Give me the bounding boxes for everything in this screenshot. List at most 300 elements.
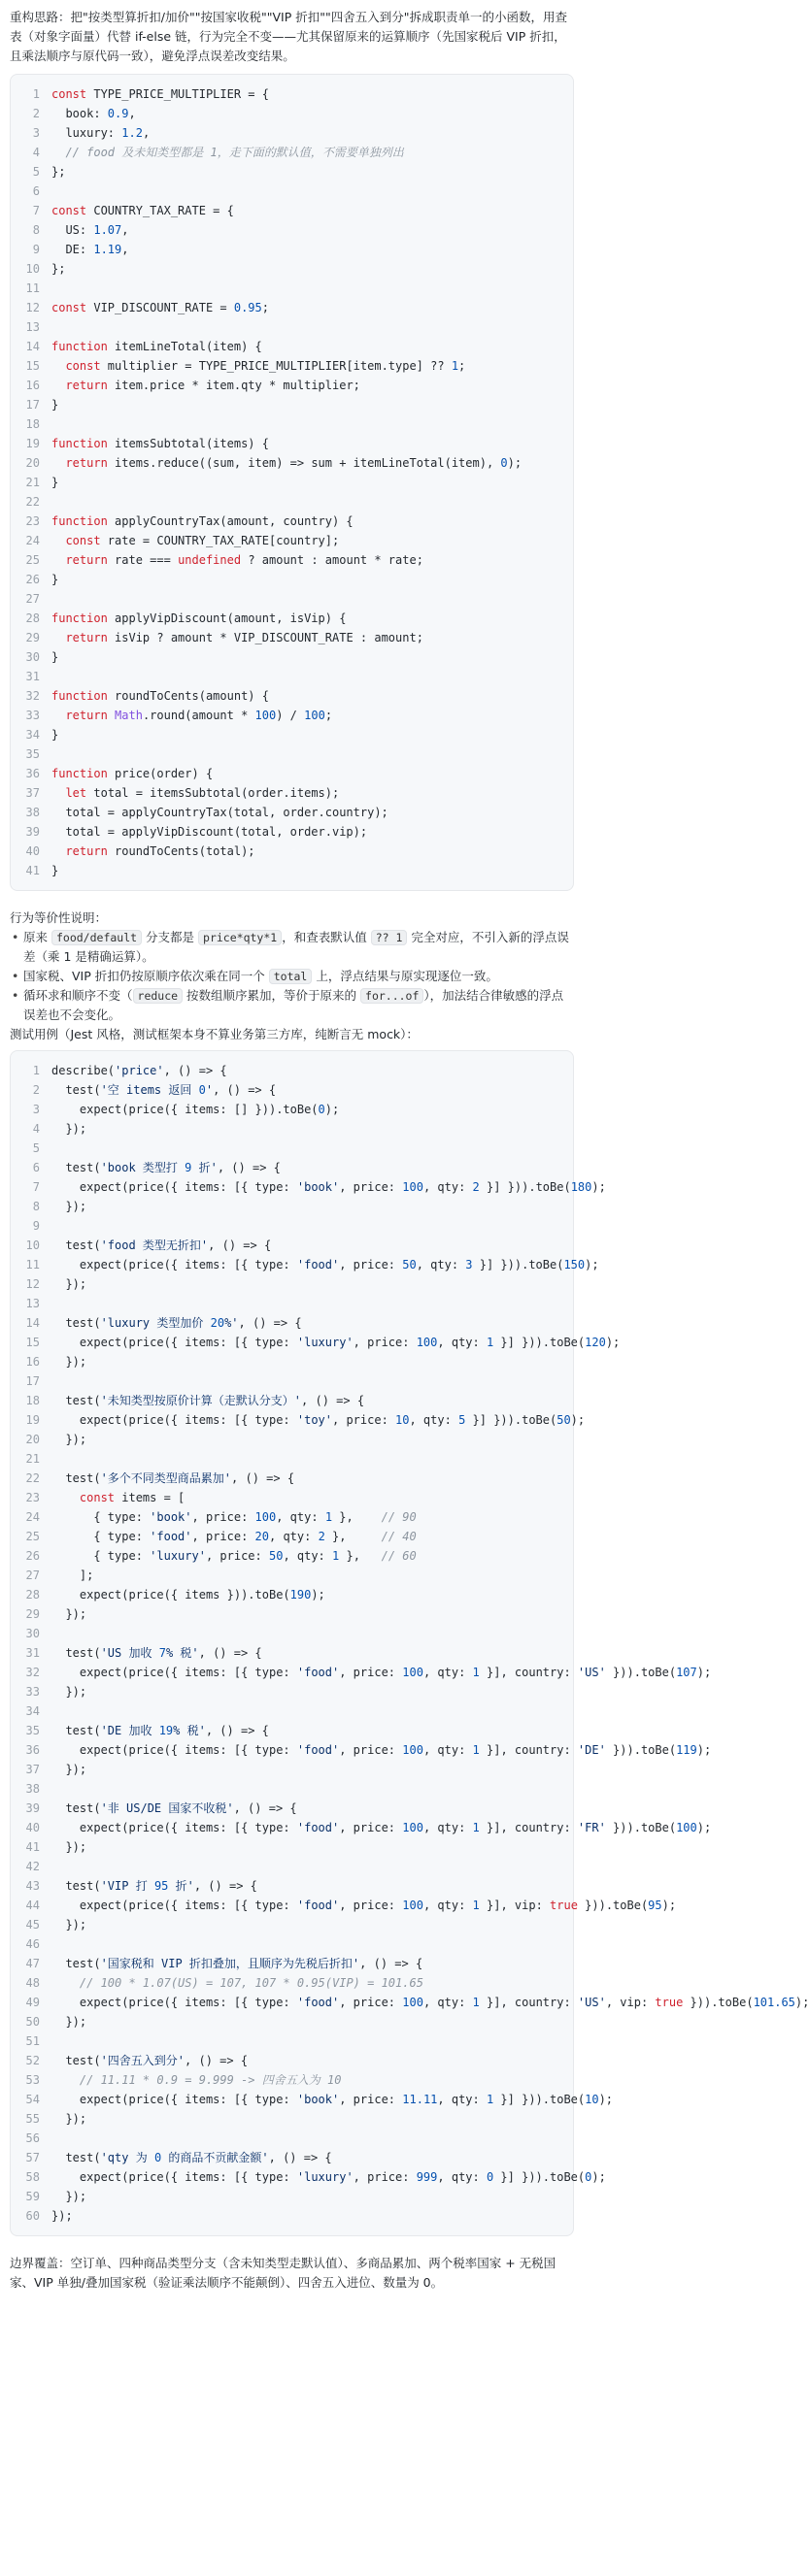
code-text: test('国家税和 VIP 折扣叠加，且顺序为先税后折扣', () => { [51,1957,423,1970]
line-number: 58 [25,2170,40,2184]
code-text: }); [51,2209,73,2223]
code-text: function itemLineTotal(item) { [51,340,262,353]
line-number: 2 [32,107,40,120]
line-number: 25 [25,553,40,567]
line-number: 6 [32,1161,40,1174]
bullet-text: 上，浮点结果与原实现逐位一致。 [312,969,498,983]
code-text: }; [51,165,66,179]
bullet-text: 国家税、VIP 折扣仍按原顺序依次乘在同一个 [23,969,269,983]
code-text: } [51,650,59,664]
code-line [11,1760,573,1779]
line-number: 32 [25,1666,40,1679]
code-line [11,1624,573,1643]
code-text: }); [51,1840,87,1854]
bullet-text: 按数组顺序累加，等价于原来的 [183,988,361,1003]
code-line [11,861,573,880]
line-number: 20 [25,1433,40,1446]
line-number: 56 [25,2131,40,2145]
line-number: 35 [25,747,40,761]
code-text: test('qty 为 0 的商品不贡献金额', () => { [51,2151,332,2164]
code-text: expect(price({ items: [{ type: 'toy', price: 10, qty: 5 }] })).toBe(50); [51,1413,586,1427]
line-number: 22 [25,1471,40,1485]
code-text [51,1449,573,1469]
line-number: 30 [25,650,40,664]
code-text: DE: 1.19, [51,243,129,256]
code-line [11,414,573,434]
code-line [11,1119,573,1139]
code-line [11,1430,573,1449]
code-text: { type: 'food', price: 20, qty: 2 }, // 40 [51,1530,417,1543]
code-line [11,376,573,395]
code-line [11,764,573,783]
code-text: return isVip ? amount * VIP_DISCOUNT_RATE : amount; [65,631,423,644]
line-number: 54 [25,2093,40,2106]
equivalence-heading: 行为等价性说明： [10,910,108,925]
line-number: 5 [32,165,40,179]
line-number: 48 [25,1976,40,1990]
code-line [11,1177,606,1197]
line-number: 41 [25,1840,40,1854]
code-text: { type: 'luxury', price: 50, qty: 1 }, // 60 [51,1549,417,1563]
code-line [11,706,573,725]
code-text: } [51,728,59,742]
line-number: 16 [25,1355,40,1369]
line-number: 46 [25,1937,40,1951]
code-line [11,1915,573,1934]
code-text: expect(price({ items: [{ type: 'book', price: 11.11, qty: 1 }] })).toBe(10); [51,2093,614,2106]
code-line [11,201,573,220]
code-line [11,647,573,667]
line-number: 40 [25,1821,40,1834]
code-line [11,279,573,298]
code-text [51,589,573,609]
code-line [11,356,573,376]
code-text: book: 0.9, [51,107,136,120]
code-line [11,2012,573,2031]
line-number: 53 [25,2073,40,2087]
code-text [51,1779,573,1799]
line-number: 14 [25,340,40,353]
code-text [51,744,573,764]
line-number: 12 [25,301,40,314]
line-number: 47 [25,1957,40,1970]
line-number: 3 [32,126,40,140]
line-number: 9 [32,243,40,256]
code-text: return roundToCents(total); [65,844,255,858]
bullet-text: ），加法结合律敏感的浮点误差也不会变化。 [23,988,564,1022]
line-number: 15 [25,1336,40,1349]
code-line [11,1585,573,1604]
code-text: expect(price({ items: [{ type: 'food', price: 100, qty: 1 }], country: 'US', vip: true })).toBe(101.65); [51,1996,809,2009]
code-text: } [51,864,59,877]
code-line [11,1566,573,1585]
line-number: 21 [25,1452,40,1466]
code-line [11,609,573,628]
code-text: // 11.11 * 0.9 = 9.999 -> 四舍五入为 10 [79,2073,342,2087]
code-line [11,143,573,162]
code-line [11,473,573,492]
code-line [11,512,573,531]
code-line [11,1779,573,1799]
code-line [11,1721,573,1740]
code-line [11,1449,573,1469]
line-number: 55 [25,2112,40,2126]
line-number: 11 [25,1258,40,1271]
bullet-item [12,967,574,986]
line-number: 38 [25,1782,40,1796]
line-number: 26 [25,573,40,586]
code-line [11,1682,573,1701]
code-text: expect(price({ items: [{ type: 'food', price: 100, qty: 1 }], vip: true })).toBe(95); [51,1899,677,1912]
code-line [11,1274,573,1294]
code-line [11,1896,677,1915]
code-line [11,395,573,414]
code-line [11,182,573,201]
code-text: }; [51,262,66,276]
line-number: 6 [32,184,40,198]
line-number: 44 [25,1899,40,1912]
code-line [11,725,573,744]
code-line [11,1507,573,1527]
line-number: 30 [25,1627,40,1640]
code-line [11,1236,573,1255]
code-line [11,434,573,453]
line-number: 40 [25,844,40,858]
code-line [11,783,573,803]
code-line [11,317,573,337]
line-number: 8 [32,223,40,237]
code-line [11,2148,573,2167]
line-number: 10 [25,262,40,276]
code-line [11,1527,573,1546]
code-line [11,2187,573,2206]
code-line [11,162,573,182]
code-line [11,1352,573,1371]
code-text: }); [51,1433,87,1446]
code-text: }); [51,1277,87,1291]
code-text: function applyVipDiscount(amount, isVip) { [51,611,347,625]
line-number: 37 [25,1763,40,1776]
line-number: 7 [32,1180,40,1194]
code-line [11,1197,573,1216]
code-text: }); [51,2190,87,2203]
line-number: 41 [25,864,40,877]
code-line [11,686,573,706]
coverage-paragraph: 边界覆盖：空订单、四种商品类型分支（含未知类型走默认值）、多商品累加、两个税率国家 + 无税国家、VIP 单独/叠加国家税（验证乘法顺序不能颠倒）、四舍五入进位、数量为 0。 [10,2256,556,2290]
line-number: 18 [25,1394,40,1407]
line-number: 39 [25,1801,40,1815]
code-text [51,2031,573,2051]
code-line [11,337,573,356]
code-text: test('多个不同类型商品累加', () => { [51,1471,295,1485]
code-line [11,570,573,589]
code-line [11,842,573,861]
code-line [11,1255,599,1274]
line-number: 57 [25,2151,40,2164]
line-number: 11 [25,281,40,295]
code-text: }); [51,2112,87,2126]
code-line [11,822,573,842]
code-line [11,2109,573,2129]
code-line [11,1488,573,1507]
code-line [11,1100,573,1119]
code-block-tests[interactable] [10,1050,809,2236]
code-text: }); [51,1122,87,1136]
code-line [11,1799,573,1818]
inline-code: total [269,969,313,984]
bullet-item [12,928,574,967]
code-text: total = applyCountryTax(total, order.country); [51,806,388,819]
line-number: 14 [25,1316,40,1330]
code-line [11,2090,614,2109]
line-number: 43 [25,1879,40,1893]
code-line [11,492,573,512]
bullet-text: ，和查表默认值 [282,930,371,944]
code-text: US: 1.07, [51,223,129,237]
code-line [11,1973,573,1993]
code-text: } [51,573,59,586]
code-text [51,1624,573,1643]
code-text: const multiplier = TYPE_PRICE_MULTIPLIER[item.type] ?? 1; [65,359,466,373]
line-number: 42 [25,1860,40,1873]
line-number: 37 [25,786,40,800]
code-text: }); [51,1607,87,1621]
code-text: test('food 类型无折扣', () => { [51,1238,272,1252]
bullet-text: 完全对应，不引入新的浮点误差（乘 1 是精确运算）。 [23,930,569,964]
code-line [11,2051,573,2070]
code-text: test('未知类型按原价计算（走默认分支）', () => { [51,1394,365,1407]
code-text: test('VIP 打 95 折', () => { [51,1879,257,1893]
code-line [11,1993,809,2012]
code-text: const items = [ [79,1491,185,1504]
code-text: return item.price * item.qty * multiplier; [65,379,360,392]
code-text [51,1216,573,1236]
line-number: 60 [25,2209,40,2223]
line-number: 4 [32,1122,40,1136]
code-line [11,1216,573,1236]
code-line [11,240,573,259]
code-text: test('DE 加收 19% 税', () => { [51,1724,269,1737]
code-line [11,453,573,473]
line-number: 45 [25,1918,40,1932]
code-line [11,2070,573,2090]
code-line [11,1643,573,1663]
code-line [11,220,573,240]
code-block-implementation[interactable] [10,74,574,891]
code-text: function applyCountryTax(amount, country) { [51,514,354,528]
code-line [11,1080,573,1100]
line-number: 28 [25,1588,40,1602]
tests-heading: 测试用例（Jest 风格，测试框架本身不算业务第三方库，纯断言无 mock）： [10,1027,419,1041]
code-line [11,1333,621,1352]
code-line [11,1740,712,1760]
inline-code: price*qty*1 [198,930,282,945]
line-number: 7 [32,204,40,217]
code-line [11,1604,573,1624]
line-number: 17 [25,1374,40,1388]
code-text: luxury: 1.2, [51,126,151,140]
code-text: expect(price({ items: [{ type: 'luxury', price: 100, qty: 1 }] })).toBe(120); [51,1336,621,1349]
code-line [11,1818,712,1837]
code-text: test('book 类型打 9 折', () => { [51,1161,281,1174]
code-text: const rate = COUNTRY_TAX_RATE[country]; [65,534,340,547]
line-number: 38 [25,806,40,819]
code-line [11,298,573,317]
code-text: }); [51,1763,87,1776]
code-text: ]; [51,1569,94,1582]
code-text: expect(price({ items: [{ type: 'luxury', price: 999, qty: 0 }] })).toBe(0); [51,2170,606,2184]
line-number: 29 [25,631,40,644]
code-line [11,2167,606,2187]
code-text: test('四舍五入到分', () => { [51,2054,249,2067]
code-line [11,589,573,609]
line-number: 50 [25,2015,40,2029]
line-number: 27 [25,592,40,606]
line-number: 33 [25,1685,40,1699]
code-line [11,1469,573,1488]
code-text: return items.reduce((sum, item) => sum + itemLineTotal(item), 0); [65,456,522,470]
code-text: test('非 US/DE 国家不收税', () => { [51,1801,297,1815]
line-number: 10 [25,1238,40,1252]
code-line [11,1410,586,1430]
line-number: 13 [25,320,40,334]
bullet-text: 循环求和顺序不变（ [23,988,133,1003]
line-number: 39 [25,825,40,839]
code-line [11,1294,573,1313]
code-text: } [51,476,59,489]
code-line [11,744,573,764]
code-text: test('luxury 类型加价 20%', () => { [51,1316,302,1330]
line-number: 34 [25,728,40,742]
code-text [51,279,573,298]
code-text: }); [51,1355,87,1369]
code-line [11,1934,573,1954]
line-number: 36 [25,767,40,780]
line-number: 35 [25,1724,40,1737]
code-text: test('US 加收 7% 税', () => { [51,1646,262,1660]
code-text: }); [51,2015,87,2029]
line-number: 51 [25,2034,40,2048]
code-line [11,1663,712,1682]
code-text [51,1857,573,1876]
code-line [11,1139,573,1158]
inline-code: reduce [133,988,184,1004]
line-number: 1 [32,87,40,101]
code-text [51,182,573,201]
code-line [11,1391,573,1410]
code-text [51,414,573,434]
line-number: 23 [25,514,40,528]
line-number: 8 [32,1200,40,1213]
code-text: // 100 * 1.07(US) = 107, 107 * 0.95(VIP) = 101.65 [79,1976,423,1990]
code-text: total = applyVipDiscount(total, order.vip); [51,825,368,839]
code-line [11,531,573,550]
code-text: } [51,398,59,412]
code-text: const VIP_DISCOUNT_RATE = 0.95; [51,301,269,314]
code-line [11,1954,573,1973]
code-line [11,2129,573,2148]
code-text [51,317,573,337]
line-number: 26 [25,1549,40,1563]
code-text: expect(price({ items: [{ type: 'book', price: 100, qty: 2 }] })).toBe(180); [51,1180,606,1194]
code-text: expect(price({ items: [{ type: 'food', price: 100, qty: 1 }], country: 'FR' })).toBe(100); [51,1821,712,1834]
code-text: let total = itemsSubtotal(order.items); [65,786,340,800]
line-number: 2 [32,1083,40,1097]
code-text: return rate === undefined ? amount : amount * rate; [65,553,423,567]
line-number: 5 [32,1141,40,1155]
line-number: 1 [32,1064,40,1077]
code-text: describe('price', () => { [51,1064,227,1077]
line-number: 18 [25,417,40,431]
code-line [11,550,573,570]
code-text: }); [51,1918,87,1932]
line-number: 16 [25,379,40,392]
equivalence-bullets [10,928,574,1025]
code-line [11,123,573,143]
code-text [51,667,573,686]
line-number: 25 [25,1530,40,1543]
code-line [11,104,573,123]
line-number: 13 [25,1297,40,1310]
line-number: 24 [25,534,40,547]
code-line [11,1876,573,1896]
code-text: const COUNTRY_TAX_RATE = { [51,204,234,217]
code-line [11,1061,573,1080]
bullet-text: 分支都是 [142,930,199,944]
code-text: }); [51,1685,87,1699]
code-line [11,1158,573,1177]
code-line [11,1701,573,1721]
line-number: 3 [32,1103,40,1116]
line-number: 27 [25,1569,40,1582]
code-text [51,1294,573,1313]
code-line [11,1837,573,1857]
line-number: 29 [25,1607,40,1621]
code-text [51,1371,573,1391]
code-text: test('空 items 返回 0', () => { [51,1083,277,1097]
line-number: 24 [25,1510,40,1524]
inline-code: food/default [51,930,142,945]
line-number: 19 [25,1413,40,1427]
code-text: expect(price({ items })).toBe(190); [51,1588,325,1602]
inline-code: ?? 1 [371,930,408,945]
line-number: 22 [25,495,40,509]
intro-paragraph: 重构思路：把"按类型算折扣/加价""按国家收税""VIP 折扣""四舍五入到分"拆成职责单一的小函数，用查表（对象字面量）代替 if-else 链，行为完全不变——尤其保留原来的运算顺序（先国家税后 VIP 折扣，且乘法顺序与原代码一致），避免浮点误差改变结果。 [10,10,567,63]
line-number: 49 [25,1996,40,2009]
inline-code: for...of [360,988,423,1004]
line-number: 33 [25,709,40,722]
code-line [11,803,573,822]
code-line [11,259,573,279]
line-number: 12 [25,1277,40,1291]
line-number: 31 [25,670,40,683]
code-text: { type: 'book', price: 100, qty: 1 }, // 90 [51,1510,417,1524]
line-number: 31 [25,1646,40,1660]
line-number: 20 [25,456,40,470]
code-text [51,1139,573,1158]
code-text [51,492,573,512]
code-line [11,1546,573,1566]
code-text: expect(price({ items: [{ type: 'food', price: 100, qty: 1 }], country: 'US' })).toBe(107); [51,1666,712,1679]
code-text [51,1934,573,1954]
line-number: 59 [25,2190,40,2203]
line-number: 17 [25,398,40,412]
line-number: 4 [32,146,40,159]
code-text: const TYPE_PRICE_MULTIPLIER = { [51,87,269,101]
code-text [51,2129,573,2148]
code-text: expect(price({ items: [] })).toBe(0); [51,1103,340,1116]
code-line [11,1371,573,1391]
